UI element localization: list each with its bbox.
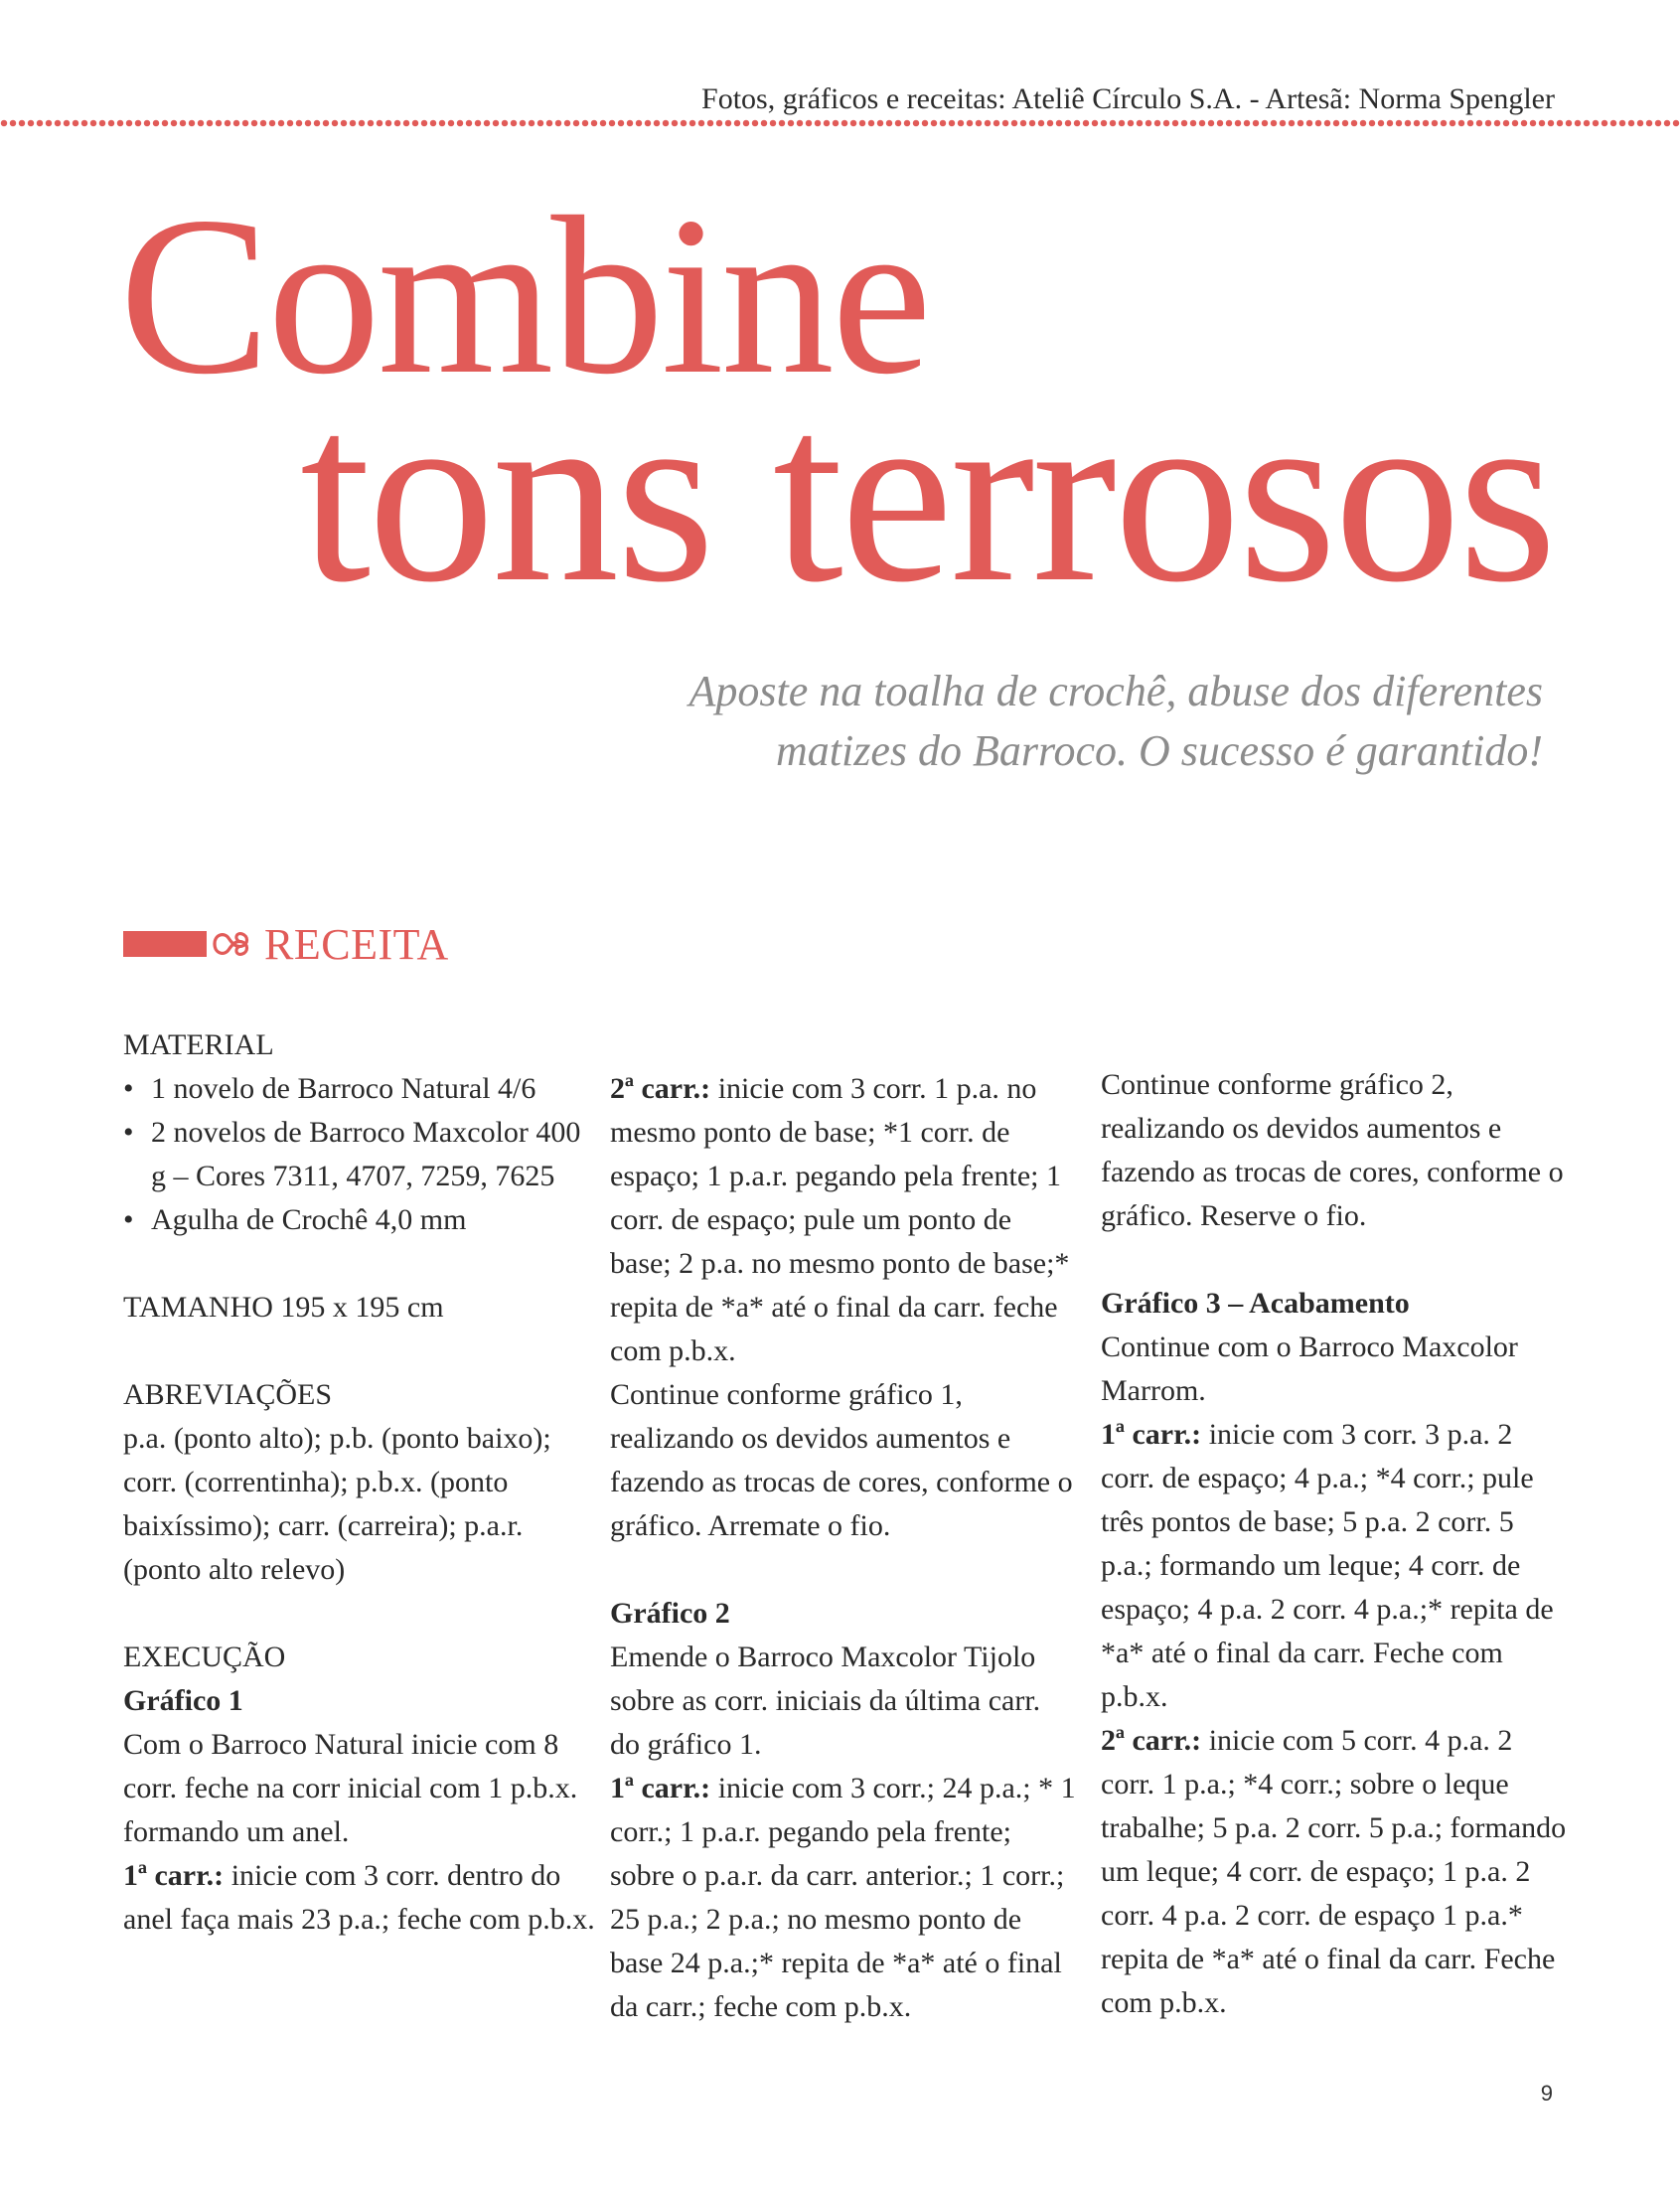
column-3 xyxy=(1101,1063,1568,2025)
chart-1-text: Com o Barroco Natural inicie com 8 corr. feche na corr inicial com 1 p.b.x. formando um anel. xyxy=(123,1728,578,1848)
bullet-icon: • xyxy=(123,1116,134,1149)
ornament-icon xyxy=(209,924,256,964)
bullet-icon: • xyxy=(123,1203,134,1236)
chart-3-heading: Gráfico 3 – Acabamento xyxy=(1101,1287,1410,1320)
row-1-instruction: 1ª carr.: inicie com 3 corr. 3 p.a. 2 corr. de espaço; 4 p.a.; *4 corr.; pule três pontos de base; 5 p.a. 2 corr. 5 p.a.; formando um leque; 4 corr. de espaço; 4 p.a. 2 corr. 4 p.a.;* repita de *a* até o final da carr. Feche com p.b.x. xyxy=(1101,1418,1554,1713)
execution-heading: EXECUÇÃO xyxy=(123,1641,286,1673)
column-1 xyxy=(123,1023,600,1942)
abbreviations-heading: ABREVIAÇÕES xyxy=(123,1378,333,1411)
dotted-divider xyxy=(0,119,1680,127)
page-title-line-2: tons terrosos xyxy=(300,354,1555,635)
list-item: • 1 novelo de Barroco Natural 4/6 xyxy=(123,1067,600,1111)
chart-3-text: Continue com o Barroco Maxcolor Marrom. xyxy=(1101,1330,1518,1407)
subtitle-line-2: matizes do Barroco. O sucesso é garantido! xyxy=(776,726,1543,775)
chart-2-text: Emende o Barroco Maxcolor Tijolo sobre as corr. iniciais da última carr. do gráfico 1. xyxy=(610,1641,1041,1761)
chart-2-heading: Gráfico 2 xyxy=(610,1597,730,1630)
list-item: • Agulha de Crochê 4,0 mm xyxy=(123,1198,600,1242)
material-heading: MATERIAL xyxy=(123,1028,274,1061)
size-line: TAMANHO 195 x 195 cm xyxy=(123,1291,444,1324)
bullet-icon: • xyxy=(123,1072,134,1105)
subtitle-line-1: Aposte na toalha de crochê, abuse dos diferentes xyxy=(688,667,1543,715)
section-header xyxy=(123,914,449,974)
page-title-line-1: Combine xyxy=(119,171,929,421)
chart-1-heading: Gráfico 1 xyxy=(123,1684,243,1717)
photo-credits: Fotos, gráficos e receitas: Ateliê Círculo S.A. - Artesã: Norma Spengler xyxy=(701,82,1555,115)
abbreviations-text: p.a. (ponto alto); p.b. (ponto baixo); corr. (correntinha); p.b.x. (ponto baixíssimo); carr. (carreira); p.a.r. (ponto alto relevo) xyxy=(123,1422,551,1586)
row-1-instruction: 1ª carr.: inicie com 3 corr.; 24 p.a.; * 1 corr.; 1 p.a.r. pegando pela frente; sobre o p.a.r. da carr. anterior.; 1 corr.; 25 p.a.; 2 p.a.; no mesmo ponto de base 24 p.a.;* repita de *a* até o final da carr.; feche com p.b.x. xyxy=(610,1772,1076,2023)
row-2-instruction: 2ª carr.: inicie com 5 corr. 4 p.a. 2 corr. 1 p.a.; *4 corr.; sobre o leque trabalhe; 5 p.a. 2 corr. 5 p.a.; formando um leque; 4 corr. de espaço; 1 p.a. 2 corr. 4 p.a. 2 corr. de espaço 1 p.a.* repita de *a* até o final da carr. Feche com p.b.x. xyxy=(1101,1724,1567,2019)
section-bar xyxy=(123,931,207,957)
page-number: 9 xyxy=(1540,2081,1553,2106)
column-2 xyxy=(610,1067,1077,2029)
subtitle xyxy=(649,662,1543,781)
continue-text: Continue conforme gráfico 2, realizando os devidos aumentos e fazendo as trocas de cores, conforme o gráfico. Reserve o fio. xyxy=(1101,1068,1564,1232)
continue-text: Continue conforme gráfico 1, realizando os devidos aumentos e fazendo as trocas de cores, conforme o gráfico. Arremate o fio. xyxy=(610,1378,1073,1542)
row-2-instruction: 2ª carr.: inicie com 3 corr. 1 p.a. no mesmo ponto de base; *1 corr. de espaço; 1 p.a.r. pegando pela frente; 1 corr. de espaço; pule um ponto de base; 2 p.a. no mesmo ponto de base;* repita de *a* até o final da carr. feche com p.b.x. xyxy=(610,1072,1070,1367)
list-item: • 2 novelos de Barroco Maxcolor 400 g – Cores 7311, 4707, 7259, 7625 xyxy=(123,1111,600,1198)
section-label: RECEITA xyxy=(264,919,449,969)
row-1-instruction: 1ª carr.: inicie com 3 corr. dentro do anel faça mais 23 p.a.; feche com p.b.x. xyxy=(123,1859,595,1936)
